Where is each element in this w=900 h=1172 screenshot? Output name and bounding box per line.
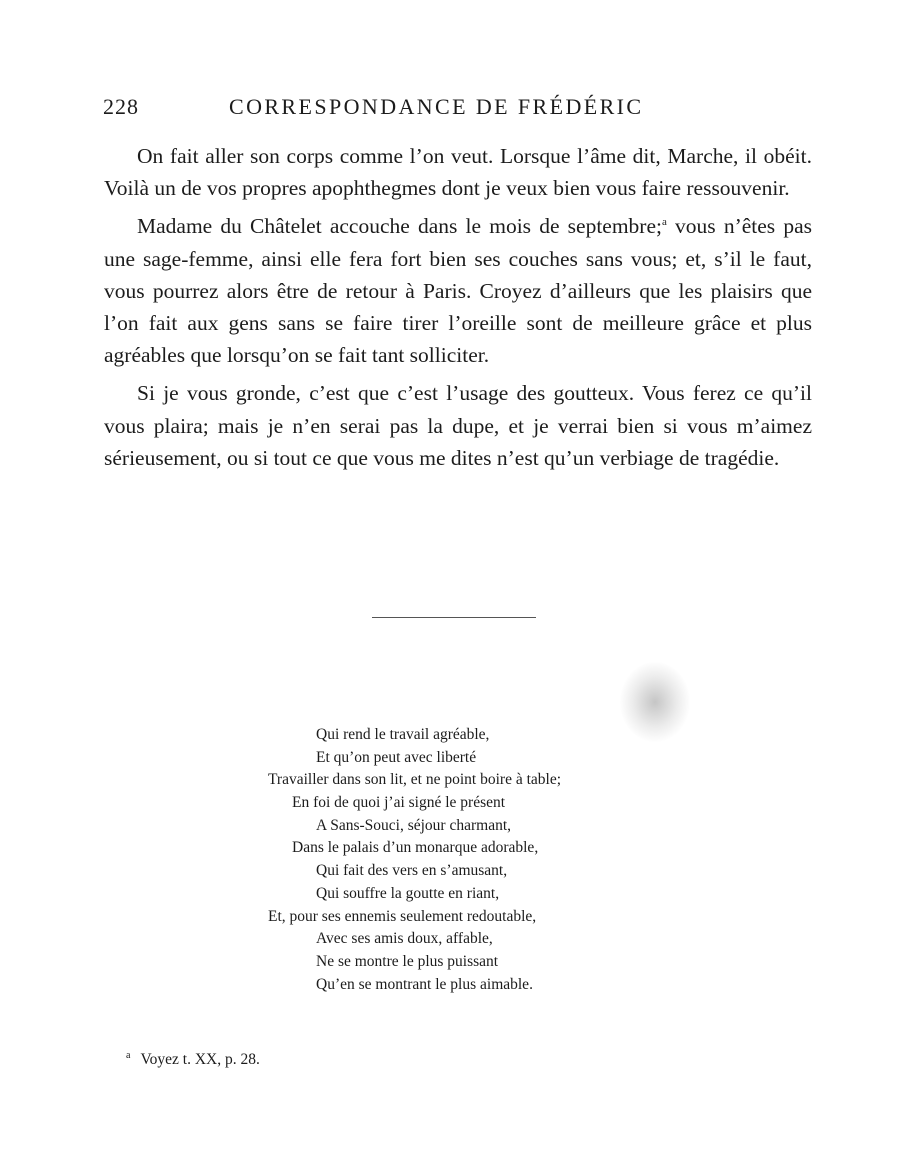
verse-line: Qui fait des vers en s’amusant, — [316, 862, 508, 880]
verse-line: En foi de quoi j’ai signé le présent — [292, 794, 506, 812]
verse-line: A Sans-Souci, séjour charmant, — [316, 816, 512, 834]
paragraph-2 — [104, 210, 812, 371]
footnote-reference: a — [662, 216, 667, 229]
verse-line: Qui souffre la goutte en riant, — [316, 884, 500, 902]
verse-line: Et, pour ses ennemis seulement redoutable, — [268, 907, 537, 925]
paragraph-2-text-end: vous n’êtes pas une sage-femme, ainsi elle fera fort bien ses couches sans vous; et, s’il le faut, vous pourrez alors être de retour à Paris. Croyez d’ailleurs que les plaisirs que l’on fait aux gens sans se faire tirer l’oreille sont de meilleure grâce et plus agréables que lorsqu’on se fait tant solliciter. — [104, 214, 812, 368]
footnote-mark: a — [126, 1049, 131, 1061]
verse-line: Qui rend le travail agréable, — [316, 726, 490, 743]
running-title: CORRESPONDANCE DE FRÉDÉRIC — [229, 94, 644, 119]
footnote-text: Voyez t. XX, p. 28. — [140, 1051, 260, 1068]
section-divider — [372, 617, 536, 618]
verse-line: Ne se montre le plus puissant — [316, 952, 499, 970]
page-number: 228 — [103, 94, 139, 119]
running-head — [103, 94, 803, 126]
verse-line: Et qu’on peut avec liberté — [316, 748, 477, 766]
verse-line: Dans le palais d’un monarque adorable, — [292, 839, 539, 857]
verse-line: Travailler dans son lit, et ne point boire à table; — [268, 771, 562, 789]
verse-line: Qu’en se montrant le plus aimable. — [316, 975, 533, 993]
paragraph-1: On fait aller son corps comme l’on veut. Lorsque l’âme dit, Marche, il obéit. Voilà un de vos propres apophthegmes dont je veux bien vous faire ressouvenir. — [104, 144, 812, 201]
footnote — [126, 1051, 260, 1069]
verse-line: Avec ses amis doux, affable, — [316, 930, 493, 948]
paragraph-2-text-start: Madame du Châtelet accouche dans le mois de septembre; — [137, 214, 662, 239]
letter-body — [104, 140, 812, 480]
verse-block — [0, 724, 900, 996]
paragraph-3: Si je vous gronde, c’est que c’est l’usage des goutteux. Vous ferez ce qu’il vous plaira; mais je n’en serai pas la dupe, et je verrai bien si vous m’aimez sérieusement, ou si tout ce que vous me dites n’est qu’un verbiage de tragédie. — [104, 381, 812, 470]
